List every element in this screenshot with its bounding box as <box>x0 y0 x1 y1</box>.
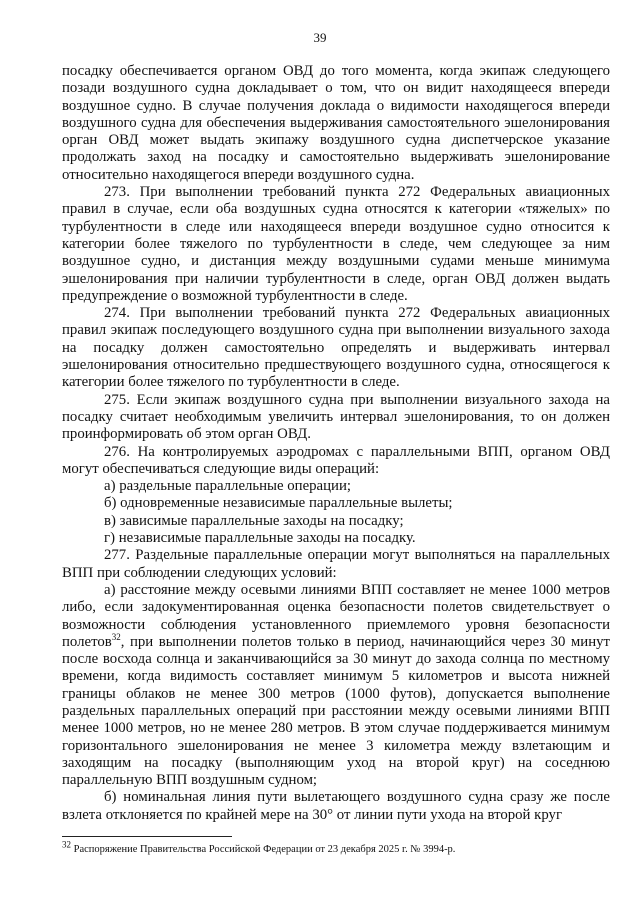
paragraph: г) независимые параллельные заходы на посадку. <box>104 530 416 547</box>
paragraph: 273. При выполнении требований пункта 272 Федеральных авиационных правил в случае, если оба воздушных судна относятся к категории «тяжелых» по турбулентности в следе или находящееся впереди воздушное судно относится к категории более тяжелого по турбулентности в следе, чем следующее за ним воздушное судно, и дистанция между воздушными судами меньше минимума эшелонирования при наличии турбулентности в следе, орган ОВД должен выдать предупреждение о возможной турбулентности в следе. <box>62 184 610 304</box>
page-number: 39 <box>313 30 327 45</box>
footnote-number: 32 <box>62 839 71 850</box>
paragraph-list <box>62 63 610 582</box>
paragraph: посадку обеспечивается органом ОВД до того момента, когда экипаж следующего позади воздушного судна докладывает о том, что он видит находящееся впереди воздушное судно. В случае получения доклада о видимости находящегося впереди воздушного судна для обеспечения выдерживания самостоятельного эшелонирования орган ОВД может выдать экипажу воздушного судна диспетчерское указание продолжать заход на посадку и самостоятельно выдерживать эшелонирование относительно находящегося впереди воздушного судна. <box>62 63 610 183</box>
footnote-ref-32[interactable]: 32 <box>111 631 121 642</box>
paragraph-277a-text-2: , при выполнении полетов только в период, начинающийся через 30 минут после восхода солнца и заканчивающийся за 30 минут до захода солнца по местному времени, когда видимость составляет минимум 5 километров и высота нижней границы облаков не менее 300 метров (1000 футов), допускается выполнение раздельных параллельных операций при расстоянии между осевыми линиями ВПП менее 1000 метров, но не менее 280 метров. В этом случае поддерживается минимум горизонтального эшелонирования не менее 3 километра между взлетающим и заходящим на посадку (выполняющим уход на второй круг) на соседнюю параллельную ВПП воздушным судном; <box>62 633 610 789</box>
paragraph-277a <box>62 582 610 790</box>
paragraph-277b: б) номинальная линия пути вылетающего воздушного судна сразу же после взлета отклоняется по крайней мере на 30° от линии пути ухода на второй круг <box>62 789 610 823</box>
paragraph: б) одновременные независимые параллельные вылеты; <box>104 495 453 512</box>
paragraph: а) раздельные параллельные операции; <box>104 478 351 495</box>
paragraph-277a-text-1: а) расстояние между осевыми линиями ВПП составляет не менее 1000 метров либо, если задокументированная оценка безопасности полетов свидетельствует о возможности соблюдения установленного приемлемого уровня безопасности полетов <box>62 581 610 650</box>
footnote-separator <box>62 836 232 837</box>
paragraph: 277. Раздельные параллельные операции могут выполняться на параллельных ВПП при соблюдении следующих условий: <box>62 547 610 581</box>
paragraph: в) зависимые параллельные заходы на посадку; <box>104 512 404 529</box>
body-text <box>62 63 610 824</box>
paragraph: 275. Если экипаж воздушного судна при выполнении визуального захода на посадку считает необходимым увеличить интервал эшелонирования, то он должен проинформировать об этом орган ОВД. <box>62 391 610 443</box>
footnote-text: Распоряжение Правительства Российской Федерации от 23 декабря 2025 г. № 3994-р. <box>71 844 456 855</box>
footnote <box>62 839 610 856</box>
paragraph: 276. На контролируемых аэродромах с параллельными ВПП, органом ОВД могут обеспечиваться следующие виды операций: <box>62 443 610 477</box>
paragraph: 274. При выполнении требований пункта 272 Федеральных авиационных правил экипаж последующего воздушного судна при выполнении визуального захода на посадку должен самостоятельно определять и выдерживать интервал эшелонирования относительно предшествующего воздушного судна, относящегося к категории более тяжелого по турбулентности в следе. <box>62 305 610 391</box>
